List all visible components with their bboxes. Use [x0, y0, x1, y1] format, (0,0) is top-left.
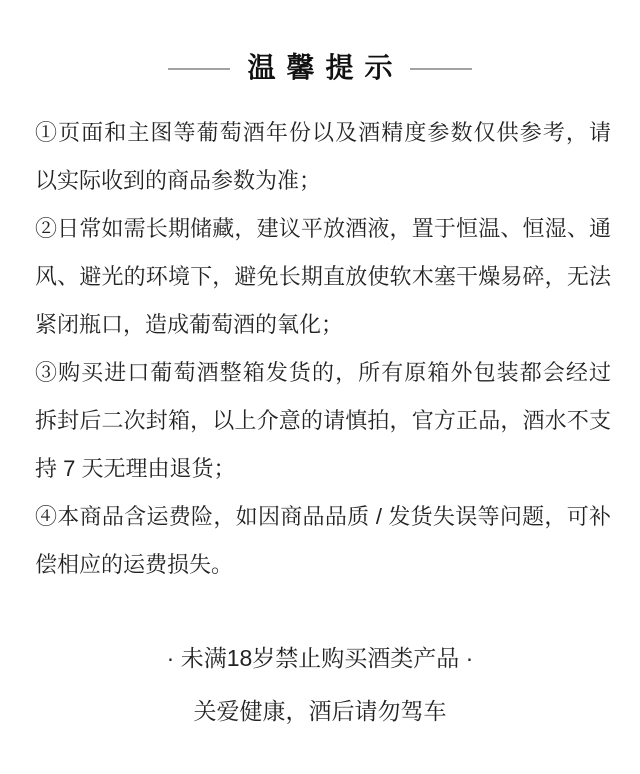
- notice-line: 紧闭瓶口，造成葡萄酒的氧化；: [35, 312, 344, 337]
- notice-line: 偿相应的运费损失。: [35, 552, 234, 577]
- notice-line: 风、避光的环境下，避免长期直放使软木塞干燥易碎，无法: [35, 264, 611, 289]
- notice-line: ③购买进口葡萄酒整箱发货的，所有原箱外包装都会经过: [35, 360, 611, 385]
- health-warning-text: 关爱健康，酒后请勿驾车: [193, 698, 447, 724]
- title-right-divider-line: [410, 68, 472, 70]
- notice-line: ④本商品含运费险，如因商品品质 / 发货失误等问题，可补: [35, 504, 611, 529]
- notice-line: 拆封后二次封箱，以上介意的请慎拍，官方正品，酒水不支: [35, 408, 611, 433]
- notice-item-3: [35, 349, 611, 493]
- notice-item-2: [35, 205, 611, 349]
- footer: [0, 634, 640, 735]
- title-left-divider-line: [168, 68, 230, 70]
- page-title: 温馨提示: [247, 53, 404, 84]
- notice-line: ①页面和主图等葡萄酒年份以及酒精度参数仅供参考，请: [35, 120, 611, 145]
- notice-list: [0, 109, 640, 589]
- notice-line: ②日常如需长期储藏，建议平放酒液，置于恒温、恒湿、通: [35, 216, 611, 241]
- age-warning-text: · 未满18岁禁止购买酒类产品 ·: [166, 645, 474, 671]
- notice-line: 持 7 天无理由退货；: [35, 456, 236, 481]
- header: [0, 0, 640, 87]
- notice-item-1: [35, 109, 611, 205]
- notice-line: 以实际收到的商品参数为准；: [35, 168, 322, 193]
- notice-item-4: [35, 493, 611, 589]
